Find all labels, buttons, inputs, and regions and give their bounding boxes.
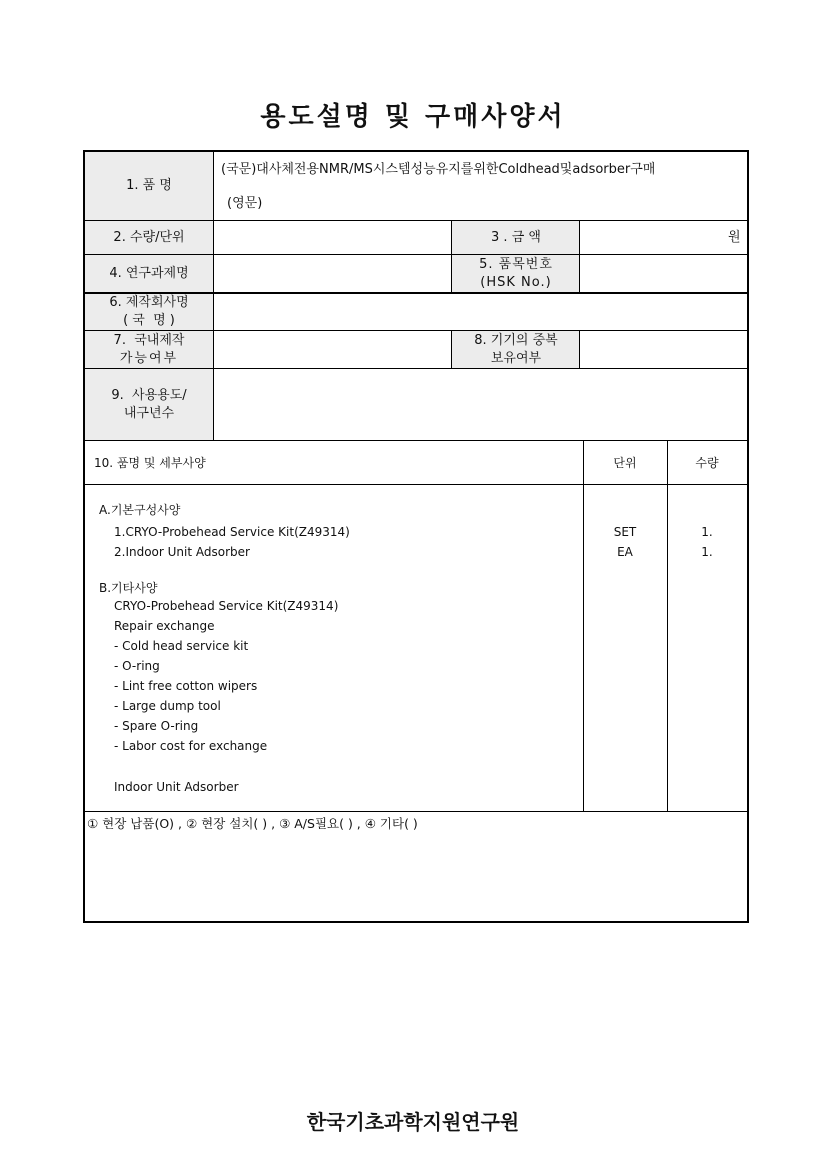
manufacturer-label-line1: 6. 제작회사명 (109, 295, 189, 310)
domestic-label-line2: 가능여부 (119, 350, 179, 366)
spec-item-1-name: 1.CRYO-Probehead Service Kit(Z49314) (114, 525, 350, 539)
duplicate-label-line2: 보유여부 (490, 350, 542, 366)
delivery-options: ① 현장 납품(O) , ② 현장 설치( ) , ③ A/S필요( ) , ④ 기타( ) (87, 816, 418, 831)
usage-label (85, 369, 213, 440)
usage-label-line1: 9. 사용용도/ (111, 387, 187, 403)
amount-label: 3 . 금 액 (452, 221, 580, 254)
organization-name: 한국기초과학지원연구원 (306, 1110, 520, 1134)
spec-item-2-unit: EA (617, 545, 633, 559)
hsk-label-line1: 5. 품목번호 (479, 256, 553, 272)
amount-currency: 원 (728, 230, 741, 245)
spec-header-unit: 단위 (613, 456, 637, 470)
spec-header-name: 10. 품명 및 세부사양 (94, 456, 206, 470)
document-title: 용도설명 및 구매사양서 (260, 102, 566, 132)
item-name-english: (영문) (227, 196, 263, 211)
section-b-line: - O-ring (114, 659, 160, 673)
spec-form (83, 150, 749, 923)
item-name-korean: (국문)대사체전용NMR/MS시스템성능유지를위한Coldhead및adsorber구매 (221, 162, 656, 177)
section-b-line: - Labor cost for exchange (114, 739, 268, 753)
project-name-label: 4. 연구과제명 (85, 255, 213, 292)
spec-item-1-unit: SET (613, 525, 637, 539)
spec-item-1-quantity: 1. (701, 525, 713, 539)
spec-item-2-quantity: 1. (701, 545, 713, 559)
section-b-line: - Large dump tool (114, 699, 221, 713)
section-b-line: Repair exchange (114, 619, 215, 633)
duplicate-ownership-label (452, 331, 580, 368)
section-b-line: CRYO-Probehead Service Kit(Z49314) (114, 599, 339, 613)
section-b-line: - Cold head service kit (114, 639, 249, 653)
spec-item-2-name: 2.Indoor Unit Adsorber (114, 545, 250, 559)
manufacturer-label (85, 294, 213, 330)
quantity-unit-label: 2. 수량/단위 (85, 221, 213, 254)
hsk-label-line2: (HSK No.) (480, 274, 552, 290)
domestic-production-label (85, 331, 213, 368)
item-name-label: 1. 품 명 (85, 152, 213, 220)
spec-header-quantity: 수량 (695, 456, 719, 470)
manufacturer-label-line2: ( 국 명 ) (123, 313, 175, 328)
hsk-number-label (452, 255, 580, 292)
section-b-heading: B.기타사양 (99, 581, 158, 595)
domestic-label-line1: 7. 국내제작 (113, 332, 185, 348)
section-b-last-line: Indoor Unit Adsorber (114, 780, 239, 794)
section-b-line: - Spare O-ring (114, 719, 199, 733)
usage-label-line2: 내구년수 (123, 405, 175, 421)
duplicate-label-line1: 8. 기기의 중복 (474, 332, 558, 348)
section-b-line: - Lint free cotton wipers (114, 679, 258, 693)
section-a-heading: A.기본구성사양 (99, 503, 181, 517)
